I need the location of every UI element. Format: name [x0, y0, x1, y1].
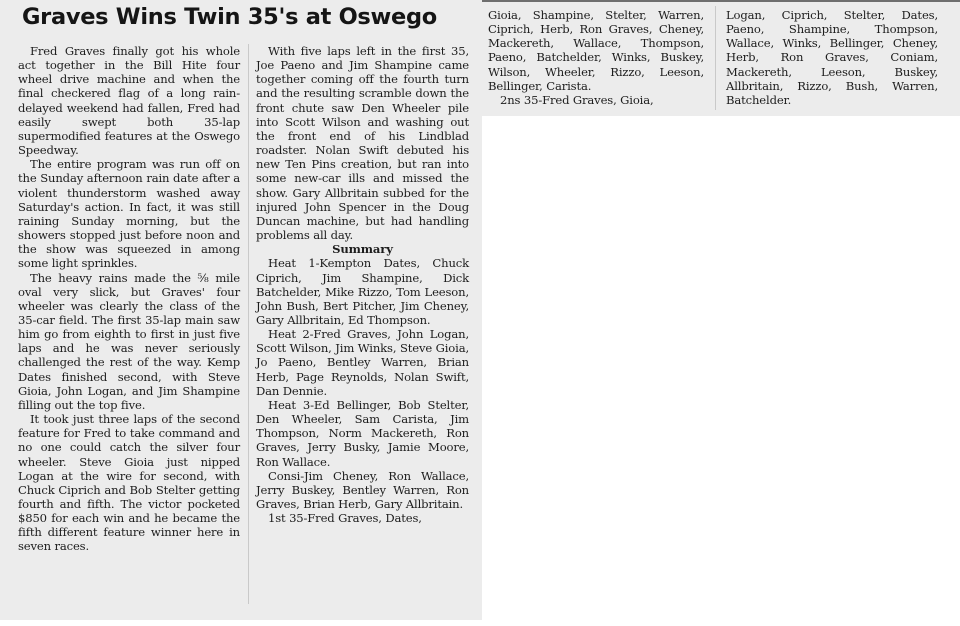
- column-divider: [715, 6, 716, 110]
- column-1: [18, 44, 240, 554]
- paragraph: With five laps left in the first 35, Joe Paeno and Jim Shampine came together coming off the fourth turn and the resulting scramble down the front chute saw Den Wheeler pile into Scott Wilson and washing out the front end of his Lindblad roadster. Nolan Swift debuted his new Ten Pins creation, but ran into some new-car ills and missed the show. Gary Allbritain subbed for the injured John Spencer in the Doug Duncan machine, but had handling problems all day.: [256, 44, 469, 243]
- result-second-feature-cont: Logan, Ciprich, Stelter, Dates, Paeno, Shampine, Thompson, Wallace, Winks, Bellinger, Cheney, Herb, Ron Graves, Coniam, Mackereth, Leeson, Buskey, Allbritain, Rizzo, Bush, Warren, Batchelder.: [726, 8, 938, 107]
- paragraph: Fred Graves finally got his whole act together in the Bill Hite four wheel drive machine and when the final checkered flag of a long rain-delayed weekend had fallen, Fred had easily swept both 35-lap supermodified features at the Oswego Speedway.: [18, 44, 240, 158]
- headline: Graves Wins Twin 35's at Oswego: [22, 4, 437, 30]
- paragraph: It took just three laps of the second feature for Fred to take command and no one could catch the silver four wheeler. Steve Gioia just nipped Logan at the wire for second, with Chuck Ciprich and Bob Stelter getting fourth and fifth. The victor pocketed $850 for each win and he became the fifth different feature winner here in seven races.: [18, 412, 240, 554]
- summary-heading: Summary: [332, 242, 393, 257]
- column-divider: [248, 44, 249, 604]
- result-first-feature-cont: Gioia, Shampine, Stelter, Warren, Ciprich, Herb, Ron Graves, Cheney, Mackereth, Wallace, Thompson, Paeno, Batchelder, Winks, Buskey, Wilson, Wheeler, Rizzo, Leeson, Bellinger, Carista.: [488, 8, 704, 93]
- result-heat-3: Heat 3-Ed Bellinger, Bob Stelter, Den Wheeler, Sam Carista, Jim Thompson, Norm Mackereth, Ron Graves, Jerry Busky, Jamie Moore, Ron Wallace.: [256, 397, 469, 469]
- column-4: [726, 8, 938, 107]
- article-clipping: [0, 0, 482, 620]
- result-second-feature: 2ns 35-Fred Graves, Gioia,: [500, 92, 654, 107]
- paragraph: The heavy rains made the ⅝ mile oval very slick, but Graves' four wheeler was clearly the class of the 35-car field. The first 35-lap main saw him go from eighth to first in just five laps and he was never seriously challenged the rest of the way. Kemp Dates finished second, with Steve Gioia, John Logan, and Jim Shampine filling out the top five.: [18, 270, 240, 412]
- result-consi: Consi-Jim Cheney, Ron Wallace, Jerry Buskey, Bentley Warren, Ron Graves, Brian Herb, Gary Allbritain.: [256, 468, 469, 511]
- result-heat-1: Heat 1-Kempton Dates, Chuck Ciprich, Jim Shampine, Dick Batchelder, Mike Rizzo, Tom Leeson, John Bush, Bert Pitcher, Jim Cheney, Gary Allbritain, Ed Thompson.: [256, 256, 469, 327]
- column-2: [256, 44, 469, 525]
- clipping-edge: [482, 0, 960, 2]
- result-first-feature: 1st 35-Fred Graves, Dates,: [268, 511, 422, 526]
- paragraph: The entire program was run off on the Sunday afternoon rain date after a violent thunderstorm washed away Saturday's action. In fact, it was still raining Sunday morning, but the showers stopped just before noon and the show was squeezed in among some light sprinkles.: [18, 157, 240, 271]
- column-3: [488, 8, 704, 107]
- result-heat-2: Heat 2-Fred Graves, John Logan, Scott Wilson, Jim Winks, Steve Gioia, Jo Paeno, Bentley Warren, Brian Herb, Page Reynolds, Nolan Swift, Dan Dennie.: [256, 327, 469, 398]
- article-continuation: [482, 0, 960, 116]
